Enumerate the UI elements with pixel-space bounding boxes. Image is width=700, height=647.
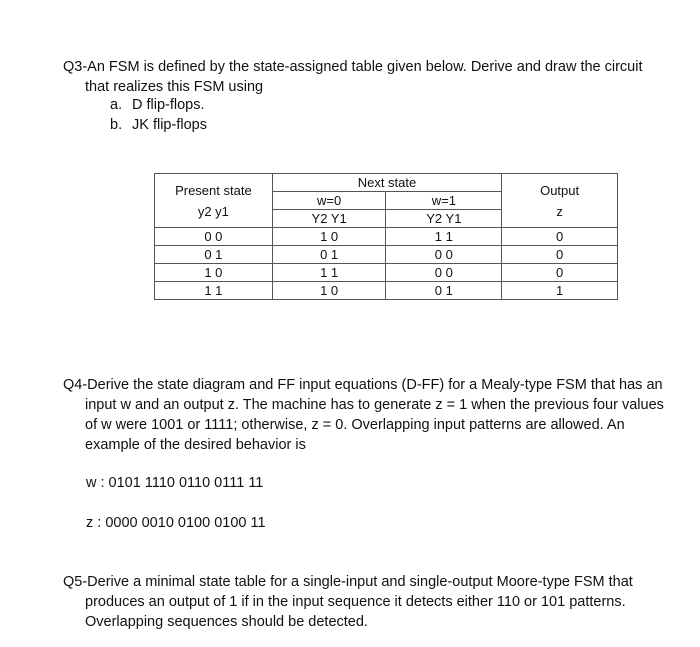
q5-line-1: Q5-Derive a minimal state table for a single-input and single-output Moore-type FSM that bbox=[63, 574, 633, 590]
present-state-cell: 1 0 bbox=[155, 264, 273, 282]
option-label: a. bbox=[110, 97, 123, 113]
q4-line-4: example of the desired behavior is bbox=[85, 437, 306, 453]
next-state-w0-cell: 0 1 bbox=[272, 246, 386, 264]
table-row bbox=[155, 282, 618, 300]
q5-line-3: Overlapping sequences should be detected. bbox=[85, 614, 368, 630]
present-state-header: Present state bbox=[175, 182, 252, 198]
table-row bbox=[155, 246, 618, 264]
next-state-w1-cell: 0 1 bbox=[386, 282, 502, 300]
q4-question bbox=[63, 375, 673, 455]
option-text: JK flip-flops bbox=[132, 117, 207, 133]
output-var: z bbox=[556, 203, 563, 219]
q3-question bbox=[63, 57, 673, 97]
next-state-w0-cell: 1 0 bbox=[272, 282, 386, 300]
output-header-cell bbox=[502, 174, 618, 228]
next-state-w1-cell: 0 0 bbox=[386, 264, 502, 282]
present-state-vars: y2 y1 bbox=[197, 203, 229, 219]
q4-line-2: input w and an output z. The machine has to generate z = 1 when the previous four values bbox=[85, 397, 664, 413]
q3-line-1: Q3-An FSM is defined by the state-assigned table given below. Derive and draw the circuit bbox=[63, 59, 643, 75]
next-state-w1-cell: 0 0 bbox=[386, 246, 502, 264]
table-row bbox=[155, 264, 618, 282]
w-sequence: w : 0101 1110 0110 0111 11 bbox=[86, 475, 264, 491]
w0-header: w=0 bbox=[272, 192, 386, 210]
option-text: D flip-flops. bbox=[132, 97, 205, 113]
state-assigned-table bbox=[154, 173, 618, 300]
q5-line-2: produces an output of 1 if in the input sequence it detects either 110 or 101 patterns. bbox=[85, 594, 626, 610]
q4-line-1: Q4-Derive the state diagram and FF input equations (D-FF) for a Mealy-type FSM that has an bbox=[63, 377, 663, 393]
next-state-w0-cell: 1 1 bbox=[272, 264, 386, 282]
next-state-vars-w0: Y2 Y1 bbox=[272, 210, 386, 228]
present-state-cell: 0 0 bbox=[155, 228, 273, 246]
q3-option-a bbox=[110, 97, 205, 113]
next-state-w1-cell: 1 1 bbox=[386, 228, 502, 246]
w1-header: w=1 bbox=[386, 192, 502, 210]
q5-question bbox=[63, 572, 673, 632]
q4-line-3: of w were 1001 or 1111; otherwise, z = 0. Overlapping input patterns are allowed. An bbox=[85, 417, 625, 433]
output-cell: 0 bbox=[502, 246, 618, 264]
output-cell: 0 bbox=[502, 264, 618, 282]
output-cell: 0 bbox=[502, 228, 618, 246]
next-state-header: Next state bbox=[272, 174, 501, 192]
option-label: b. bbox=[110, 117, 123, 133]
q3-option-b bbox=[110, 117, 207, 133]
table-row bbox=[155, 228, 618, 246]
present-state-cell: 0 1 bbox=[155, 246, 273, 264]
present-state-header-cell bbox=[155, 174, 273, 228]
output-header: Output bbox=[540, 182, 580, 198]
next-state-vars-w1: Y2 Y1 bbox=[386, 210, 502, 228]
z-sequence: z : 0000 0010 0100 0100 11 bbox=[86, 515, 266, 531]
next-state-w0-cell: 1 0 bbox=[272, 228, 386, 246]
q3-line-2: that realizes this FSM using bbox=[85, 79, 264, 95]
output-cell: 1 bbox=[502, 282, 618, 300]
present-state-cell: 1 1 bbox=[155, 282, 273, 300]
